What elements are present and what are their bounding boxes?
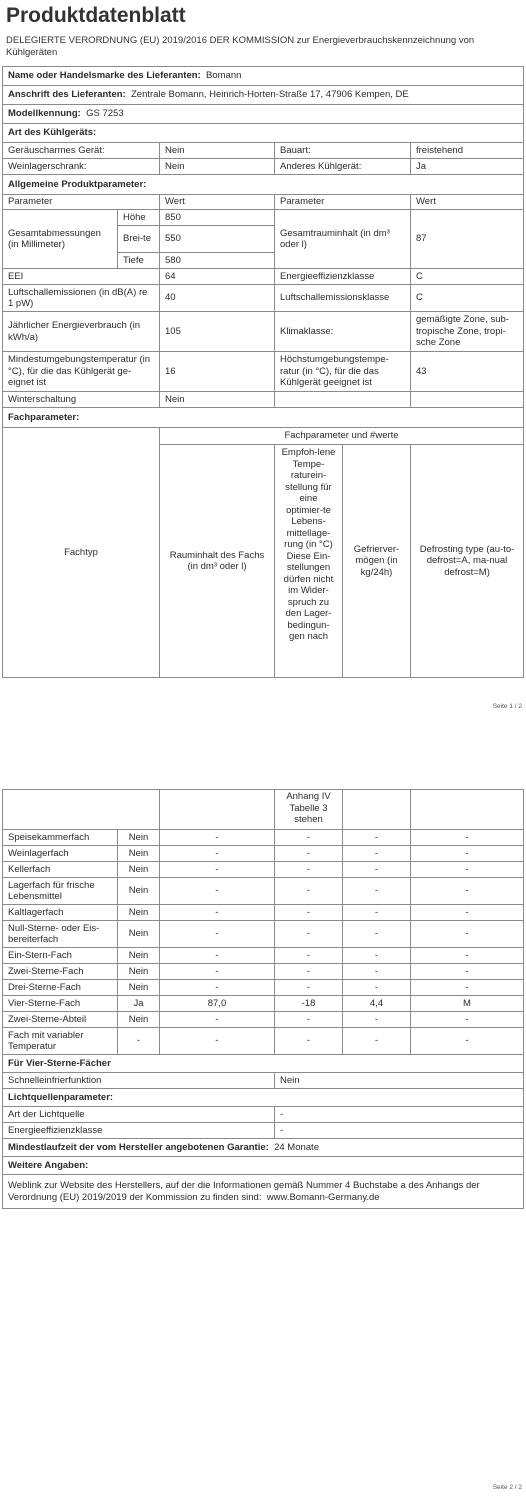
quick-freeze-value: Nein xyxy=(275,1073,524,1089)
compartment-volume: - xyxy=(160,964,275,980)
compartment-freeze: - xyxy=(343,980,411,996)
compartment-temp: -18 xyxy=(275,996,343,1012)
depth-value: 580 xyxy=(160,253,275,269)
compartment-volume: - xyxy=(160,948,275,964)
compartment-temp: - xyxy=(275,846,343,862)
four-star-header-row xyxy=(3,1055,524,1073)
compartment-freeze: - xyxy=(343,878,411,905)
further-header: Weitere Angaben: xyxy=(3,1157,524,1175)
compartment-freeze: 4,4 xyxy=(343,996,411,1012)
min-temp-value: 16 xyxy=(160,352,275,392)
general-column-headers xyxy=(3,195,524,210)
compartment-name: Weinlagerfach xyxy=(3,846,118,862)
compartment-freeze: - xyxy=(343,846,411,862)
compartment-freeze: - xyxy=(343,1012,411,1028)
design-label: Bauart: xyxy=(275,143,411,159)
further-text-row xyxy=(3,1175,524,1209)
supplier-name-value: Bomann xyxy=(206,70,242,82)
winter-value: Nein xyxy=(160,392,275,408)
height-row xyxy=(3,210,524,226)
compartment-present: Nein xyxy=(118,905,160,921)
light-type-label: Art der Lichtquelle xyxy=(3,1107,275,1123)
compartment-name: Drei-Sterne-Fach xyxy=(3,980,118,996)
energy-class-value: C xyxy=(411,269,524,285)
compartments-header-continuation xyxy=(3,790,524,830)
quick-freeze-label: Schnelleinfrierfunktion xyxy=(3,1073,275,1089)
compartment-row xyxy=(3,830,524,846)
light-type-value: - xyxy=(275,1107,524,1123)
compartment-temp: - xyxy=(275,948,343,964)
max-temp-label: Höchstumgebungstempe-ratur (in °C), für die das Kühlgerät geeignet ist xyxy=(275,352,411,392)
compartment-name: Ein-Stern-Fach xyxy=(3,948,118,964)
col-recommended-temp: Empfoh-lene Tempe-raturein-stellung für eine optimier-te Lebens-mittellage-rung (in °C) Diese Ein-stellungen dürfen nicht im Wider-spruch zu den Lager-bedingun-gen nach xyxy=(275,445,343,678)
compartment-name: Kellerfach xyxy=(3,862,118,878)
compartment-volume: - xyxy=(160,830,275,846)
compartment-temp: - xyxy=(275,964,343,980)
winter-row xyxy=(3,392,524,408)
supplier-name-row xyxy=(3,67,524,86)
compartment-present: Nein xyxy=(118,878,160,905)
compartment-temp: - xyxy=(275,878,343,905)
light-header: Lichtquellenparameter: xyxy=(3,1089,524,1107)
compartment-row xyxy=(3,862,524,878)
max-temp-value: 43 xyxy=(411,352,524,392)
light-type-row xyxy=(3,1107,524,1123)
compartment-defrost: - xyxy=(411,862,524,878)
compartment-volume: - xyxy=(160,862,275,878)
compartment-row xyxy=(3,905,524,921)
compartment-temp: - xyxy=(275,921,343,948)
light-class-value: - xyxy=(275,1123,524,1139)
compartment-present: Nein xyxy=(118,830,160,846)
compartment-row xyxy=(3,964,524,980)
page-1 xyxy=(0,0,526,746)
compartment-temp: - xyxy=(275,1012,343,1028)
compartment-row xyxy=(3,1012,524,1028)
compartment-name: Kaltlagerfach xyxy=(3,905,118,921)
compartment-present: Ja xyxy=(118,996,160,1012)
compartment-volume: - xyxy=(160,1028,275,1055)
page-number-2: Seite 2 / 2 xyxy=(492,1484,522,1491)
compartment-name: Fach mit variabler Temperatur xyxy=(3,1028,118,1055)
noise-class-value: C xyxy=(411,285,524,312)
eei-label: EEI xyxy=(3,269,160,285)
eei-row xyxy=(3,269,524,285)
col-freezing-capacity: Gefrierver-mögen (in kg/24h) xyxy=(343,445,411,678)
compartment-freeze: - xyxy=(343,964,411,980)
compartment-name: Zwei-Sterne-Fach xyxy=(3,964,118,980)
low-noise-row xyxy=(3,143,524,159)
compartment-temp: - xyxy=(275,1028,343,1055)
noise-class-label: Luftschallemissionsklasse xyxy=(275,285,411,312)
compartment-present: - xyxy=(118,1028,160,1055)
wine-label: Weinlagerschrank: xyxy=(3,159,160,175)
supplier-address-label: Anschrift des Lieferanten: xyxy=(8,89,126,101)
compartment-row xyxy=(3,948,524,964)
dimensions-label: Gesamtabmessungen (in Millimeter) xyxy=(3,210,118,269)
compartments-header-row xyxy=(3,408,524,428)
further-text: Weblink zur Website des Herstellers, auf der die Informationen gemäß Nummer 4 Buchstabe a des Anhangs der Verordnung (EU) 2019/2019 der Kommission zu finden sind: xyxy=(8,1180,480,1203)
page-title: Produktdatenblatt xyxy=(6,4,186,27)
min-temp-label: Mindestumgebungstemperatur (in °C), für die das Kühlgerät ge-eignet ist xyxy=(3,352,160,392)
compartment-freeze: - xyxy=(343,830,411,846)
noise-label: Luftschallemissionen (in dB(A) re 1 pW) xyxy=(3,285,160,312)
compartment-defrost: - xyxy=(411,1028,524,1055)
compartment-freeze: - xyxy=(343,862,411,878)
climate-label: Klimaklasse: xyxy=(275,312,411,352)
compartment-defrost: - xyxy=(411,905,524,921)
low-noise-label: Geräuscharmes Gerät: xyxy=(3,143,160,159)
noise-value: 40 xyxy=(160,285,275,312)
compartment-present: Nein xyxy=(118,862,160,878)
light-class-row xyxy=(3,1123,524,1139)
general-header: Allgemeine Produktparameter: xyxy=(3,175,524,195)
compartments-subheader: Fachparameter und #werte xyxy=(160,428,524,445)
device-type-header-row xyxy=(3,124,524,143)
compartment-temp: - xyxy=(275,862,343,878)
noise-row xyxy=(3,285,524,312)
other-label: Anderes Kühlgerät: xyxy=(275,159,411,175)
compartment-name: Lagerfach für frische Lebensmittel xyxy=(3,878,118,905)
compartment-defrost: - xyxy=(411,846,524,862)
compartment-row xyxy=(3,996,524,1012)
col-parameter-1: Parameter xyxy=(3,195,160,210)
compartment-defrost: - xyxy=(411,878,524,905)
compartments-subheader-row xyxy=(3,428,524,445)
energy-consumption-label: Jährlicher Energieverbrauch (in kWh/a) xyxy=(3,312,160,352)
model-label: Modellkennung: xyxy=(8,108,81,120)
compartment-temp: - xyxy=(275,905,343,921)
compartment-freeze: - xyxy=(343,1028,411,1055)
compartment-present: Nein xyxy=(118,846,160,862)
compartment-present: Nein xyxy=(118,1012,160,1028)
compartment-freeze: - xyxy=(343,948,411,964)
compartment-volume: 87,0 xyxy=(160,996,275,1012)
compartment-defrost: M xyxy=(411,996,524,1012)
warranty-label: Mindestlaufzeit der vom Hersteller angebotenen Garantie: xyxy=(8,1141,269,1153)
warranty-row xyxy=(3,1139,524,1157)
compartment-freeze: - xyxy=(343,905,411,921)
model-value: GS 7253 xyxy=(86,108,124,120)
page-number-1: Seite 1 / 2 xyxy=(492,703,522,710)
col-parameter-2: Parameter xyxy=(275,195,411,210)
compartment-name: Vier-Sterne-Fach xyxy=(3,996,118,1012)
manufacturer-weblink[interactable]: www.Bomann-Germany.de xyxy=(266,1191,380,1203)
compartment-temp: - xyxy=(275,980,343,996)
width-value: 550 xyxy=(160,226,275,253)
compartment-defrost: - xyxy=(411,964,524,980)
compartment-name: Null-Sterne- oder Eis-bereiterfach xyxy=(3,921,118,948)
compartment-volume: - xyxy=(160,921,275,948)
energy-consumption-value: 105 xyxy=(160,312,275,352)
compartment-volume: - xyxy=(160,905,275,921)
compartment-temp: - xyxy=(275,830,343,846)
compartments-header: Fachparameter: xyxy=(3,408,524,428)
general-header-row xyxy=(3,175,524,195)
eei-value: 64 xyxy=(160,269,275,285)
volume-label: Gesamtrauminhalt (in dm³ oder l) xyxy=(275,210,411,269)
width-label: Brei-te xyxy=(118,226,160,253)
volume-value: 87 xyxy=(411,210,524,269)
col-compartment-type: Fachtyp xyxy=(3,428,160,678)
compartment-defrost: - xyxy=(411,1012,524,1028)
supplier-name-label: Name oder Handelsmarke des Lieferanten: xyxy=(8,70,201,82)
col-defrost-type: Defrosting type (au-to-defrost=A, ma-nual defrost=M) xyxy=(411,445,524,678)
model-row xyxy=(3,105,524,124)
energy-class-label: Energieeffizienzklasse xyxy=(275,269,411,285)
compartment-rows xyxy=(3,830,524,1055)
other-value: Ja xyxy=(411,159,524,175)
supplier-address-row xyxy=(3,86,524,105)
supplier-address-value: Zentrale Bomann, Heinrich-Horten-Straße 17, 47906 Kempen, DE xyxy=(131,89,409,101)
compartment-defrost: - xyxy=(411,921,524,948)
compartment-row xyxy=(3,980,524,996)
design-value: freistehend xyxy=(411,143,524,159)
page-2 xyxy=(0,750,526,1500)
compartment-row xyxy=(3,1028,524,1055)
compartment-row xyxy=(3,846,524,862)
compartment-name: Speisekammerfach xyxy=(3,830,118,846)
col-value-1: Wert xyxy=(160,195,275,210)
wine-value: Nein xyxy=(160,159,275,175)
compartment-present: Nein xyxy=(118,948,160,964)
energy-consumption-row xyxy=(3,312,524,352)
product-data-table-page2 xyxy=(2,789,524,1209)
low-noise-value: Nein xyxy=(160,143,275,159)
regulation-subtitle: DELEGIERTE VERORDNUNG (EU) 2019/2016 DER KOMMISSION zur Energieverbrauchskennzeichnung von Kühlgeräten xyxy=(6,35,475,58)
compartment-row xyxy=(3,878,524,905)
compartment-freeze: - xyxy=(343,921,411,948)
device-type-header: Art des Kühlgeräts: xyxy=(3,124,524,143)
col-recommended-temp-continued: Anhang IV Tabelle 3 stehen xyxy=(275,790,343,830)
compartment-defrost: - xyxy=(411,830,524,846)
compartment-volume: - xyxy=(160,846,275,862)
compartment-present: Nein xyxy=(118,964,160,980)
compartment-defrost: - xyxy=(411,980,524,996)
compartment-defrost: - xyxy=(411,948,524,964)
four-star-header: Für Vier-Sterne-Fächer xyxy=(3,1055,524,1073)
quick-freeze-row xyxy=(3,1073,524,1089)
warranty-value: 24 Monate xyxy=(274,1141,319,1153)
wine-row xyxy=(3,159,524,175)
compartment-present: Nein xyxy=(118,921,160,948)
winter-label: Winterschaltung xyxy=(3,392,160,408)
compartment-name: Zwei-Sterne-Abteil xyxy=(3,1012,118,1028)
height-value: 850 xyxy=(160,210,275,226)
compartment-row xyxy=(3,921,524,948)
compartment-volume: - xyxy=(160,1012,275,1028)
further-header-row xyxy=(3,1157,524,1175)
compartment-present: Nein xyxy=(118,980,160,996)
compartment-volume: - xyxy=(160,980,275,996)
light-class-label: Energieeffizienzklasse xyxy=(3,1123,275,1139)
col-value-2: Wert xyxy=(411,195,524,210)
height-label: Höhe xyxy=(118,210,160,226)
product-data-table-page1 xyxy=(2,66,524,678)
ambient-temp-row xyxy=(3,352,524,392)
light-header-row xyxy=(3,1089,524,1107)
col-compartment-volume: Rauminhalt des Fachs (in dm³ oder l) xyxy=(160,445,275,678)
depth-label: Tiefe xyxy=(118,253,160,269)
compartment-volume: - xyxy=(160,878,275,905)
climate-value: gemäßigte Zone, sub-tropische Zone, tropi-sche Zone xyxy=(411,312,524,352)
